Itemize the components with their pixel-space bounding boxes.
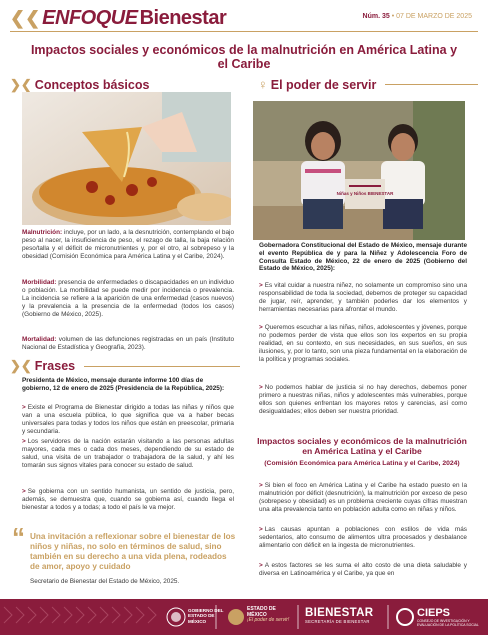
definition-term: Malnutrición: xyxy=(22,229,63,236)
cieps-wordmark: CIEPS xyxy=(417,607,451,619)
section-ornament-icon: ❯❮ xyxy=(10,77,32,92)
edomex-tagline: ¡El poder de servir! xyxy=(247,617,290,624)
cieps-subtitle-1: CONSEJO DE INVESTIGACIÓN Y xyxy=(417,619,470,623)
list-item xyxy=(22,488,234,512)
bullet-icon: > xyxy=(259,384,263,391)
subsection-title: Impactos sociales y económicos de la malnutrición en América Latina y el Caribe xyxy=(257,436,467,456)
page-title: Impactos sociales y económicos de la malnutrición en América Latina y el Caribe xyxy=(30,43,458,71)
bullet-icon: > xyxy=(22,438,26,445)
bullet-text: Los servidores de la nación estarán visitando a las personas adultas mayores, cada mes o cada dos meses, dependiendo de su estado de salud, una visita de un trabajador o trabajadora de la salud, y ahí les tomarán sus signos vitales para conocer su estado de salud. xyxy=(22,438,234,469)
section-rule xyxy=(84,366,240,367)
section-title: Conceptos básicos xyxy=(34,78,150,92)
bullet-text: Queremos escuchar a las niñas, niños, adolescentes y jóvenes, porque no podemos perder de vista que ellos son los expertos en su propia realidad, en su contexto, en sus necesidades, en sus sueños, en sus ilusiones, y, por lo tanto, son una pieza fundamental en la elaboración de la política y programas sociales. xyxy=(259,324,467,363)
list-item xyxy=(259,482,467,514)
list-item xyxy=(22,438,234,470)
bullet-text: Existe el Programa de Bienestar dirigido a todas las niñas y niños que van a una escuela pública, lo que significa que va a haber becas universales para todas y todos los niños que están en preescolar, primaria y secundaria. xyxy=(22,404,234,435)
brand-part1: ENFOQUE xyxy=(42,7,138,29)
figure-icon: ♀ xyxy=(258,77,268,92)
frases-intro: Presidenta de México, mensaje durante informe 100 días de gobierno, 12 de enero de 2025 (Presidencia de la República, 2025): xyxy=(22,377,225,392)
section-title: Frases xyxy=(34,359,76,373)
photo-caption: Gobernadora Constitucional del Estado de México, mensaje durante el evento República de y para la Niñez y Adolescencia Foro de Consulta Estado de México, 22 de enero de 2025 (Gobierno del Estado de México, 2025): xyxy=(259,242,467,273)
bienestar-logo xyxy=(305,607,373,624)
bullet-icon: > xyxy=(259,526,263,533)
section-frases xyxy=(10,358,240,374)
list-item xyxy=(259,324,467,364)
bullet-icon: > xyxy=(259,482,263,489)
bullet-text: Se gobierna con un sentido humanista, un sentido de justicia, pero, además, se demuestra que, cuando se gobierna así, cuando llega el bienestar a todos y a todas; a todo el país le va mejor. xyxy=(22,488,234,511)
list-item xyxy=(259,526,467,550)
definition-morbilidad xyxy=(22,279,234,319)
bullet-text: A estos factores se les suma el alto costo de una dieta saludable y diversa en Latinoamérica y el Caribe, ya que en xyxy=(259,562,467,577)
gob-line: MÉXICO xyxy=(188,618,207,624)
bullet-text: No podemos hablar de justicia si no hay derechos, debemos poner primero a nuestras niñas, niños y adolescentes más vulnerables, porque ellos son quienes enfrentan los mayores retos y carencias, así como desigualdades; ellos deben ser nuestra prioridad. xyxy=(259,384,467,415)
definition-text: incluye, por un lado, a la desnutrición, contemplando el bajo peso al nacer, la insuficiencia de peso, el rezago de talla, la baja relación peso/talla y el déficit de micronutrientes y, por el otro, al sobrepeso y la obesidad (Comisión Económica para América Latina y el Caribe, 2024). xyxy=(22,229,234,260)
subsection-source: (Comisión Económica para América Latina y el Caribe, 2024) xyxy=(264,460,460,467)
photo-sign-text: Niñas y Niños BIENESTAR xyxy=(336,191,394,196)
definition-term: Morbilidad: xyxy=(22,279,57,286)
edomex-line: ESTADO DE xyxy=(247,606,276,612)
bullet-icon: > xyxy=(259,324,263,331)
gob-line: ESTADO DE xyxy=(188,613,215,619)
bullet-text: Las causas apuntan a poblaciones con estilos de vida más sedentarios, alto consumo de alimentos ultra procesados y desbalance alimentario con déficit en la ingesta de micronutrientes. xyxy=(259,526,467,549)
children-photo xyxy=(253,101,465,240)
footer-bar xyxy=(0,599,488,635)
section-rule xyxy=(385,84,478,85)
header-divider xyxy=(10,31,478,32)
quote-source: Secretario de Bienestar del Estado de México, 2025. xyxy=(30,578,180,585)
bullet-text: Si bien el foco en América Latina y el Caribe ha estado puesto en la malnutrición por déficit (desnutrición), la malnutrición por exceso de peso (sobrepeso y obesidad) es un problema creciente cuyas cifras muestran una alta prevalencia tanto en población adulta como en niñas y niños. xyxy=(259,482,467,513)
bienestar-wordmark: BIENESTAR xyxy=(305,607,374,619)
section-ornament-icon: ❯❮ xyxy=(10,358,32,373)
definition-term: Mortalidad: xyxy=(22,336,57,343)
cieps-logo xyxy=(417,607,479,627)
edomex-line: MÉXICO xyxy=(247,611,267,618)
bullet-icon: > xyxy=(22,404,26,411)
bullet-icon: > xyxy=(22,488,26,495)
issue-number: Núm. 35 xyxy=(362,13,390,20)
cieps-subtitle-2: EVALUACIÓN DE LA POLÍTICA SOCIAL xyxy=(417,623,479,627)
bullet-text: Es vital cuidar a nuestra niñez, no solamente un compromiso sino una responsabilidad de toda la sociedad, debemos de proteger su capacidad de jugar, reír, aprender, y también poderles dar los elementos y herramientas necesarias para afrontar el mundo. xyxy=(259,282,467,313)
list-item xyxy=(259,562,467,578)
section-poder xyxy=(258,77,478,92)
edomex-logo xyxy=(247,607,289,624)
gob-logo-text xyxy=(188,608,223,624)
section-conceptos xyxy=(10,77,240,93)
list-item xyxy=(22,404,234,436)
definition-malnutricion xyxy=(22,229,234,261)
brand-part2: Bienestar xyxy=(139,7,227,29)
ornament-icon: ❮❮ xyxy=(10,8,41,28)
bullet-icon: > xyxy=(259,282,263,289)
masthead xyxy=(10,5,480,31)
definition-text: presencia de enfermedades o discapacidades en un individuo o población. La morbilidad se puede medir por incidencia o prevalencia. La incidencia se refiere a la aparición de una enfermedad (casos nuevos) y la prevalencia a la presencia de la enfermedad (todos los casos) (Gobierno de México, 2025). xyxy=(22,279,234,318)
bienestar-subtitle: SECRETARÍA DE BIENESTAR xyxy=(305,619,370,624)
list-item xyxy=(259,282,467,314)
brand-logo xyxy=(10,5,226,31)
footer-pattern xyxy=(0,599,488,635)
gob-line: GOBIERNO DEL xyxy=(188,608,224,613)
pull-quote: Una invitación a reflexionar sobre el bienestar de los niños y niñas, no solo en términos de salud, sino también en su derecho a una vida plena, rodeados de amor, apoyo y cuidado xyxy=(30,532,236,571)
pizza-photo xyxy=(22,92,231,225)
definition-text: volumen de las defunciones registradas en un país (Instituto Nacional de Estadística y Geografía, 2023). xyxy=(22,336,234,351)
issue-info xyxy=(363,13,472,20)
section-title: El poder de servir xyxy=(270,77,377,92)
issue-date: 07 DE MARZO DE 2025 xyxy=(396,13,472,20)
definition-mortalidad xyxy=(22,336,234,352)
quote-icon: “ xyxy=(12,522,25,552)
bullet-icon: > xyxy=(259,562,263,569)
list-item xyxy=(259,384,467,416)
issue-separator: • xyxy=(391,13,395,20)
